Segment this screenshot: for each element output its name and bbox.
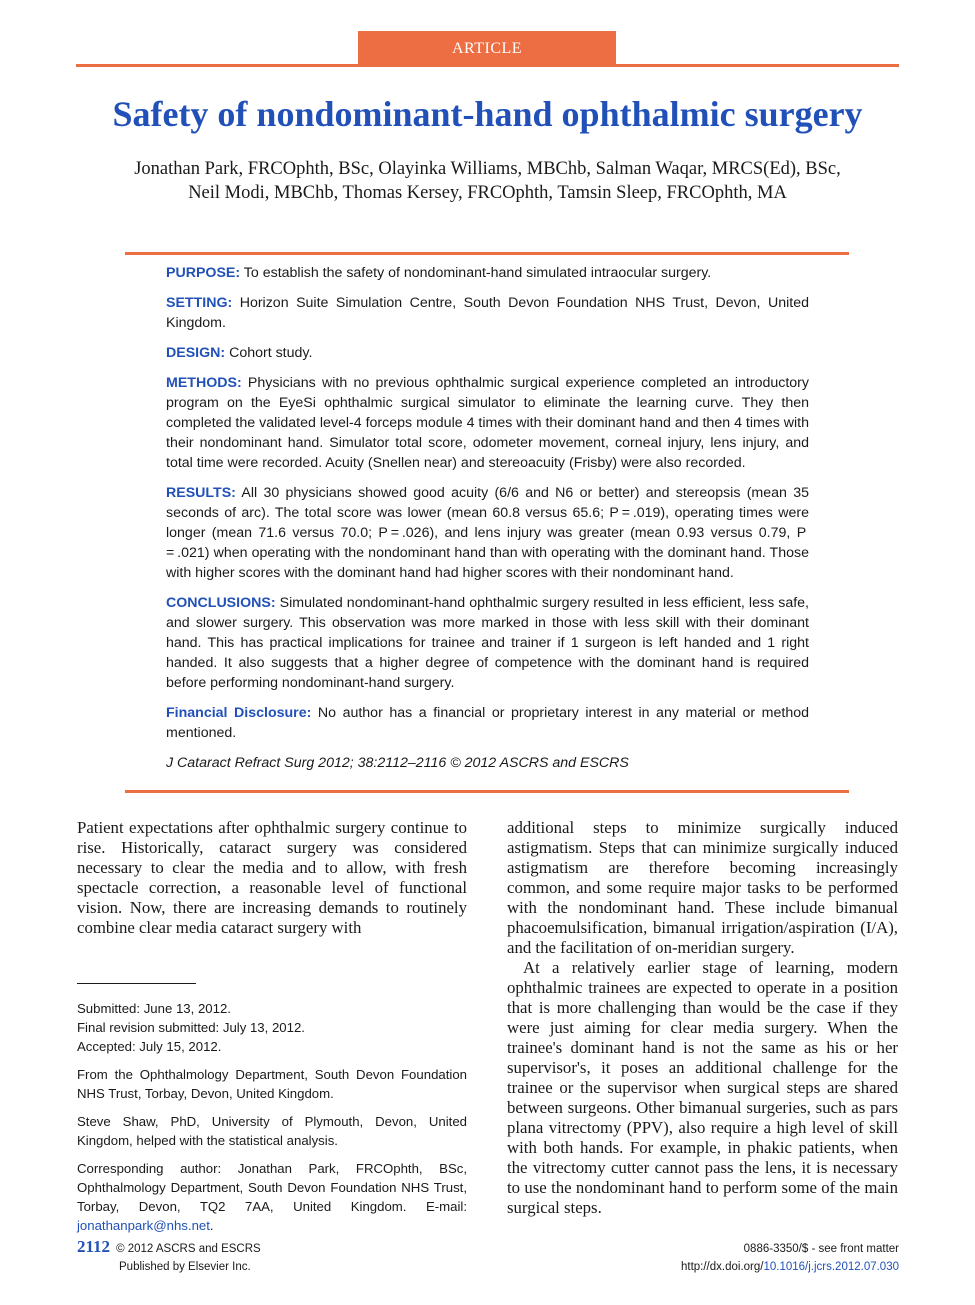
footer-publisher: Published by Elsevier Inc. [119, 1261, 251, 1273]
journal-citation: J Cataract Refract Surg 2012; 38:2112–2116 © 2012 ASCRS and ESCRS [166, 755, 629, 771]
disclosure-text: No author has a financial or proprietary interest in any material or method mentioned. [166, 705, 809, 741]
conclusions-label: CONCLUSIONS: [166, 595, 276, 611]
header-rule [76, 64, 899, 67]
doi-prefix: http://dx.doi.org/ [680, 1261, 764, 1273]
abstract-design [166, 343, 809, 363]
authors-line-2: Neil Modi, MBChb, Thomas Kersey, FRCOphth, Tamsin Sleep, FRCOphth, MA [188, 183, 787, 203]
abstract-disclosure [166, 703, 809, 743]
abstract-setting [166, 293, 809, 333]
author-list [90, 157, 885, 205]
page-number: 2112 [77, 1237, 111, 1256]
footer-copyright: © 2012 ASCRS and ESCRS [116, 1243, 261, 1255]
abstract-conclusions [166, 593, 809, 693]
body-column-right [507, 818, 898, 1218]
abstract-results [166, 483, 809, 583]
authors-line-1: Jonathan Park, FRCOphth, BSc, Olayinka Williams, MBChb, Salman Waqar, MRCS(Ed), BSc, [134, 159, 841, 179]
methods-label: METHODS: [166, 375, 242, 391]
setting-text: Horizon Suite Simulation Centre, South Devon Foundation NHS Trust, Devon, United Kingdom. [166, 295, 809, 331]
submitted-date: Submitted: June 13, 2012. [77, 1001, 231, 1016]
footer-left [77, 1238, 261, 1276]
footnote-rule [77, 983, 196, 984]
results-text: All 30 physicians showed good acuity (6/6 and N6 or better) and stereopsis (mean 35 seconds of arc). The total score was lower (mean 60.8 versus 65.6; P = .019), operating times were longer (mean 71.6 versus 70.0; P = .026), and lens injury was greater (mean 0.93 versus 0.79, P = .021) when operating with the nondominant hand than with operating with the dominant hand. Those with higher scores with the dominant hand had higher scores with their nondominant hand. [166, 485, 809, 581]
purpose-text: To establish the safety of nondominant-hand simulated intraocular surgery. [240, 265, 712, 281]
article-type-tab: ARTICLE [358, 31, 616, 65]
methods-text: Physicians with no previous ophthalmic surgical experience completed an introductory program on the EyeSi ophthalmic surgical simulator to eliminate the learning curve. They then completed the validated level-4 forceps module 4 times with their dominant hand and then 4 times with their nondominant hand. Simulator total score, odometer movement, corneal injury, lens injury, and total time were recorded. Acuity (Snellen near) and stereoacuity (Frisby) were also recorded. [166, 375, 809, 471]
footer-doi [681, 1258, 899, 1276]
abstract-bottom-rule [125, 790, 849, 793]
footer-issn: 0886-3350/$ - see front matter [743, 1243, 899, 1255]
abstract-methods [166, 373, 809, 473]
footer-right [681, 1238, 899, 1276]
disclosure-label: Financial Disclosure: [166, 705, 312, 721]
abstract-top-rule [125, 252, 849, 255]
corresponding-author-text: Corresponding author: Jonathan Park, FRCOphth, BSc, Ophthalmology Department, South Devon Foundation NHS Trust, Torbay, Devon, TQ2 7AA, United Kingdom. E-mail: [77, 1161, 467, 1214]
abstract [166, 263, 809, 783]
results-label: RESULTS: [166, 485, 236, 501]
statistics-acknowledgment: Steve Shaw, PhD, University of Plymouth, Devon, United Kingdom, helped with the statistical analysis. [77, 1114, 467, 1148]
setting-label: SETTING: [166, 295, 233, 311]
email-suffix: . [209, 1218, 214, 1233]
body-paragraph: additional steps to minimize surgically induced astigmatism. Steps that can minimize surgically induced astigmatism are therefore becoming increasingly common, and some require major tasks to be performed with the nondominant hand. These include bimanual phacoemulsification, bimanual irrigation/aspiration (I/A), and the facilitation of on-meridian surgery. [507, 818, 898, 957]
footnotes [77, 999, 467, 1244]
design-text: Cohort study. [225, 345, 313, 361]
purpose-label: PURPOSE: [166, 265, 241, 281]
conclusions-text: Simulated nondominant-hand ophthalmic surgery resulted in less efficient, less safe, and slower surgery. This observation was more marked in those with less skill with their dominant hand. This has practical implications for trainee and trainer if 1 surgeon is left handed and 1 right handed. It also suggests that a higher degree of competence with the dominant hand is required before performing nondominant-hand surgery. [166, 595, 809, 691]
accepted-date: Accepted: July 15, 2012. [77, 1039, 222, 1054]
article-title: Safety of nondominant-hand ophthalmic surgery [112, 94, 863, 134]
body-paragraph: At a relatively earlier stage of learning, modern ophthalmic trainees are expected to operate in a position that is more challenging than would be the case if they were just aiming for clear media surgery. When the trainee's dominant hand is not the same as his or her supervisor's, it poses an additional challenge for the trainee or the supervisor when surgical steps are shared between surgeons. Other bimanual surgeries, such as pars plana vitrectomy (PPV), also require a high level of skill with both hands. For example, in phakic patients, when the vitrectomy cutter cannot pass the lens, it is necessary to use the nondominant hand to perform some of the main surgical steps. [507, 958, 898, 1217]
revision-date: Final revision submitted: July 13, 2012. [77, 1020, 305, 1035]
doi-link[interactable]: 10.1016/j.jcrs.2012.07.030 [763, 1261, 899, 1273]
abstract-purpose [166, 263, 809, 283]
body-paragraph: Patient expectations after ophthalmic surgery continue to rise. Historically, cataract surgery was considered necessary to clear the media and to allow, with fresh spectacle correction, a reasonable level of functional vision. Now, there are increasing demands to routinely combine clear media cataract surgery with [77, 818, 467, 937]
submission-dates [77, 999, 467, 1056]
email-link[interactable]: jonathanpark@nhs.net [77, 1218, 210, 1233]
corresponding-author [77, 1159, 467, 1235]
body-column-left [77, 818, 467, 938]
design-label: DESIGN: [166, 345, 226, 361]
affiliation-note: From the Ophthalmology Department, South Devon Foundation NHS Trust, Torbay, Devon, United Kingdom. [77, 1067, 467, 1101]
